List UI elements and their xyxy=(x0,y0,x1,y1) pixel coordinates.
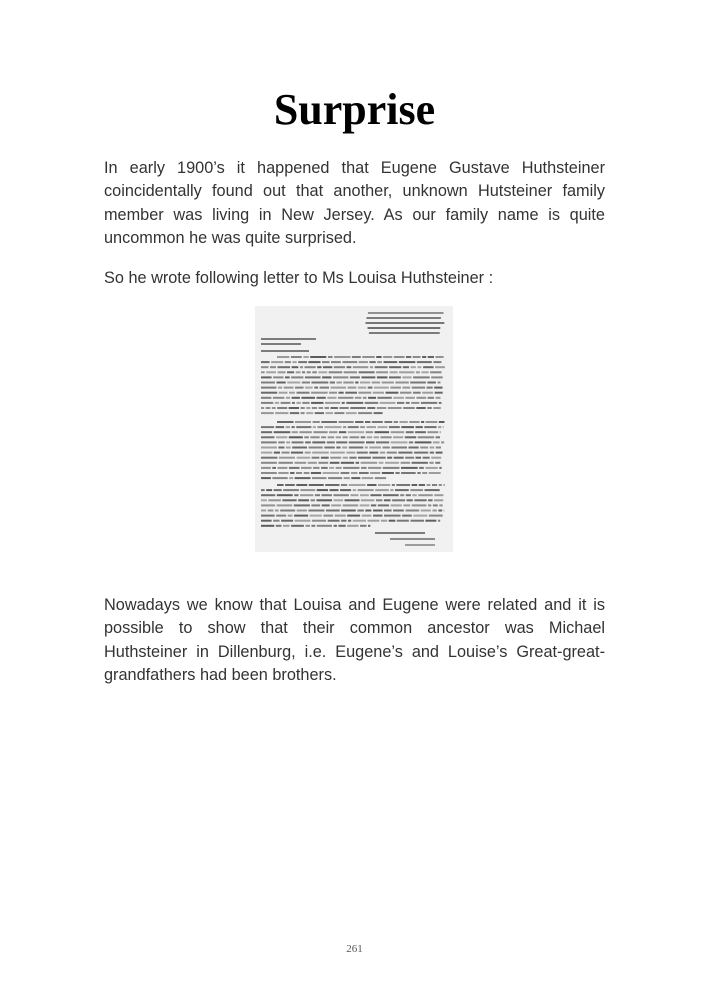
page-number: 261 xyxy=(346,943,363,955)
page-title: Surprise xyxy=(273,85,436,134)
intro-paragraph: In early 1900’s it happened that Eugene Gustave Huthsteiner coincidentally found out that another, unknown Hutsteiner family member was living in New Jersey. As our family name is quite uncommon he was quite surprised. xyxy=(104,159,605,248)
letter-scan-graphic xyxy=(255,306,453,552)
letter-intro-paragraph: So he wrote following letter to Ms Louisa Huthsteiner : xyxy=(104,269,494,287)
letter-scan-image xyxy=(255,306,453,552)
conclusion-paragraph: Nowadays we know that Louisa and Eugene were related and it is possible to show that their common ancestor was Michael Huthsteiner in Dillenburg, i.e. Eugene’s and Louise’s Great-great-grandfathers had been brothers. xyxy=(104,596,605,685)
